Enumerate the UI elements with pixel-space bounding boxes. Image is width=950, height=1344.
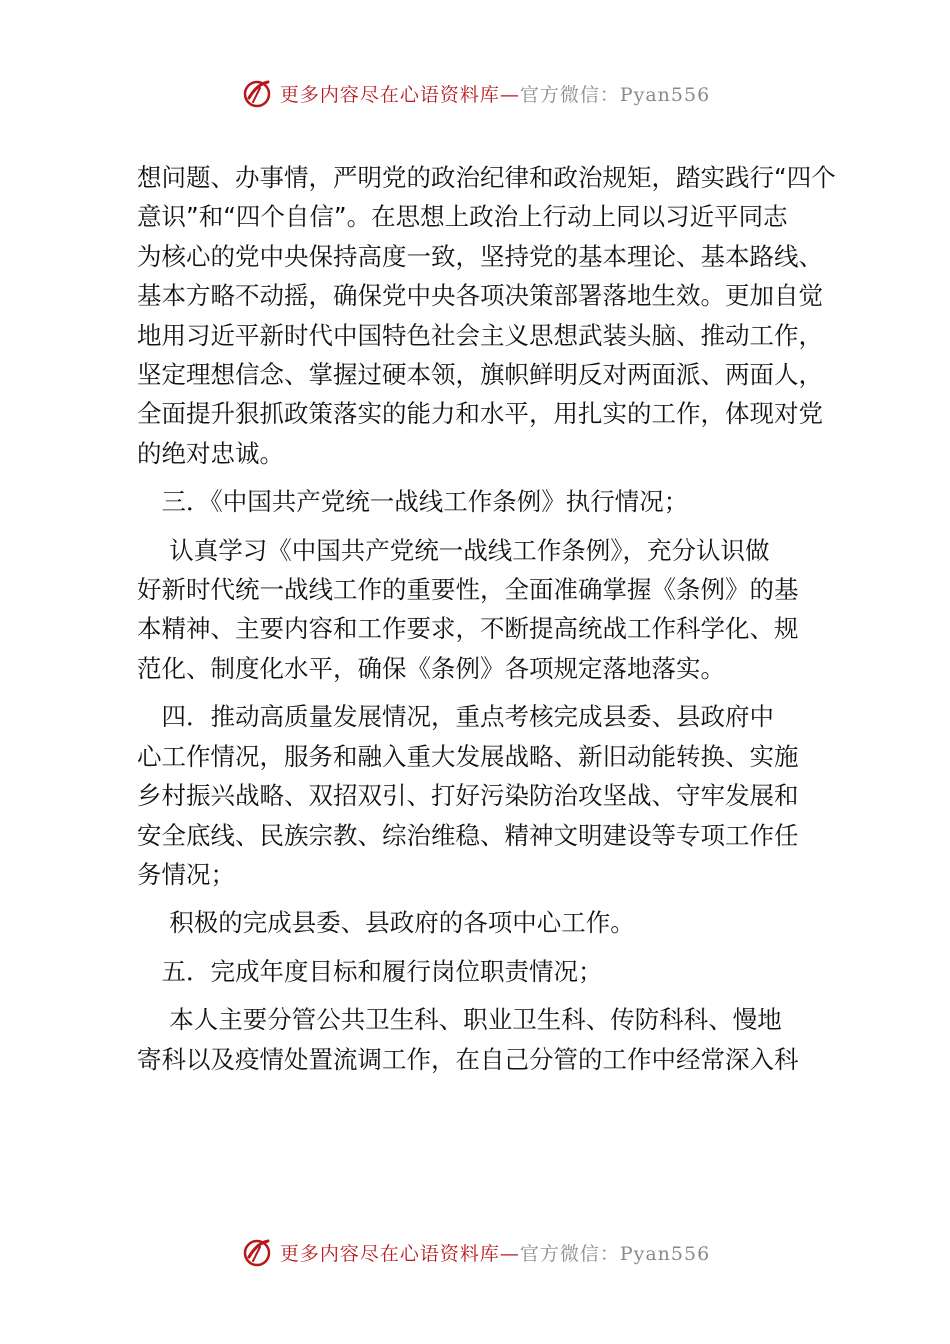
text-line: 寄科以及疫情处置流调工作，在自己分管的工作中经常深入科	[137, 1044, 799, 1074]
text-line: 好新时代统一战线工作的重要性，全面准确掌握《条例》的基	[137, 575, 799, 605]
text-line: 五．完成年度目标和履行岗位职责情况；	[137, 956, 603, 986]
watermark-text-gray: 官方微信：Pyan556	[519, 83, 711, 106]
text-line: 全面提升狠抓政策落实的能力和水平，用扎实的工作，体现对党	[137, 399, 823, 429]
paragraph-1	[137, 158, 836, 473]
text-line: 为核心的党中央保持高度一致，坚持党的基本理论、基本路线、	[137, 241, 823, 271]
text-line: 意识”和“四个自信”。在思想上政治上行动上同以习近平同志	[137, 202, 788, 232]
paragraph-3	[137, 531, 827, 689]
watermark-text	[280, 1239, 710, 1266]
text-line: 基本方略不动摇，确保党中央各项决策部署落地生效。更加自觉	[137, 281, 823, 311]
text-line: 地用习近平新时代中国特色社会主义思想武装头脑、推动工作，	[137, 320, 823, 350]
text-line: 四．推动高质量发展情况，重点考核完成县委、县政府中	[137, 702, 774, 732]
watermark-text-red: 更多内容尽在心语资料库—	[279, 1242, 520, 1265]
text-line: 想问题、办事情，严明党的政治纪律和政治规矩，踏实践行“四个	[137, 163, 836, 192]
text-line: 三．《中国共产党统一战线工作条例》执行情况；	[137, 487, 689, 517]
watermark-text-gray: 官方微信：Pyan556	[519, 1242, 711, 1265]
document-body	[137, 158, 836, 1079]
section-heading-4	[137, 697, 827, 894]
section-heading-5	[137, 952, 827, 991]
text-line: 乡村振兴战略、双招双引、打好污染防治攻坚战、守牢发展和	[137, 781, 799, 811]
paragraph-4	[137, 903, 827, 942]
text-line: 安全底线、民族宗教、综治维稳、精神文明建设等专项工作任	[137, 820, 799, 850]
section-heading-3	[137, 482, 827, 521]
text-line: 的绝对忠诚。	[137, 438, 284, 468]
footer-watermark	[0, 1232, 950, 1272]
text-line: 范化、制度化水平，确保《条例》各项规定落地落实。	[137, 653, 725, 683]
text-line: 认真学习《中国共产党统一战线工作条例》，充分认识做	[137, 535, 770, 565]
text-line: 积极的完成县委、县政府的各项中心工作。	[137, 908, 635, 938]
text-line: 本人主要分管公共卫生科、职业卫生科、传防科科、慢地	[137, 1005, 782, 1035]
watermark-logo-icon	[240, 76, 274, 110]
watermark-text-red: 更多内容尽在心语资料库—	[279, 83, 520, 106]
watermark-text	[280, 80, 710, 107]
text-line: 坚定理想信念、掌握过硬本领，旗帜鲜明反对两面派、两面人，	[137, 360, 823, 390]
paragraph-5	[137, 1000, 827, 1079]
text-line: 心工作情况，服务和融入重大发展战略、新旧动能转换、实施	[137, 741, 799, 771]
watermark-logo-icon	[240, 1235, 274, 1269]
header-watermark	[0, 73, 950, 113]
text-line: 务情况；	[137, 859, 235, 889]
text-line: 本精神、主要内容和工作要求，不断提高统战工作科学化、规	[137, 614, 799, 644]
